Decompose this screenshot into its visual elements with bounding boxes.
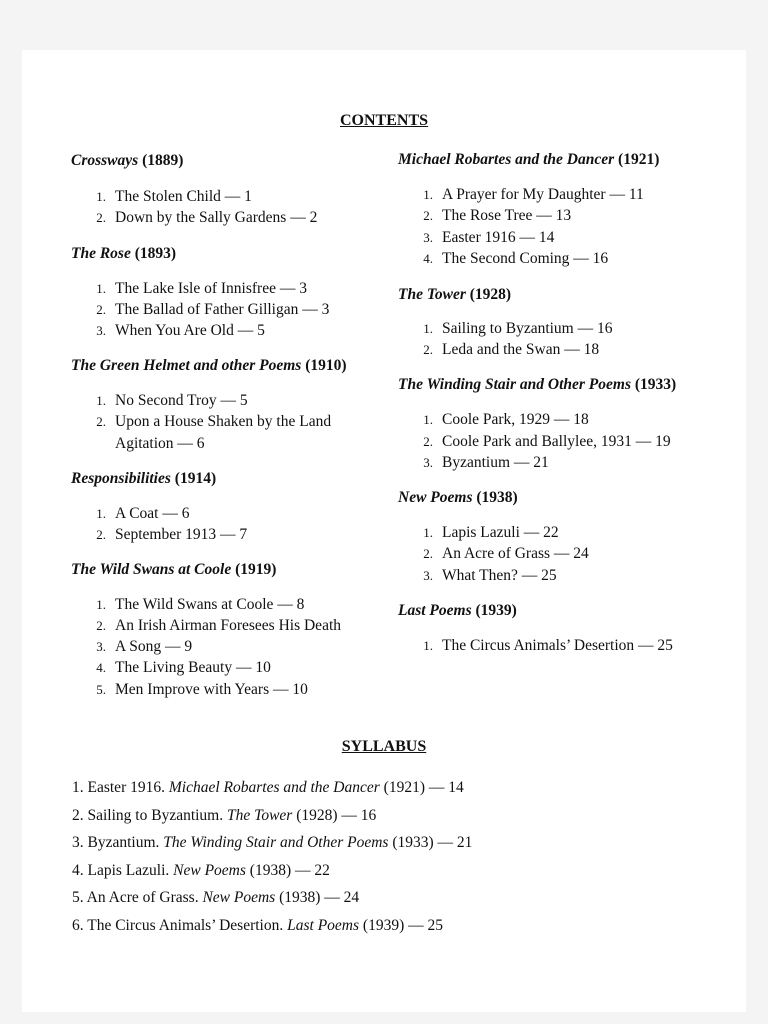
list-number: 2.: [96, 527, 106, 542]
poem-entry: Lapis Lazuli — 22: [442, 524, 559, 541]
poem-entry-continued: Agitation — 6: [115, 435, 205, 452]
list-number: 2.: [96, 618, 106, 633]
poem-entry: When You Are Old — 5: [115, 322, 265, 339]
syllabus-item: 6. The Circus Animals’ Desertion. Last Poems (1939) — 25: [72, 917, 443, 934]
poem-entry: Byzantium — 21: [442, 454, 549, 471]
poem-entry: An Irish Airman Foresees His Death: [115, 617, 341, 634]
poem-entry: Down by the Sally Gardens — 2: [115, 209, 318, 226]
poem-entry: What Then? — 25: [442, 567, 557, 584]
list-number: 1.: [423, 525, 433, 540]
list-number: 3.: [423, 568, 433, 583]
list-number: 3.: [423, 455, 433, 470]
poem-entry: The Ballad of Father Gilligan — 3: [115, 301, 330, 318]
section-title: The Wild Swans at Coole (1919): [71, 561, 277, 578]
list-number: 1.: [423, 187, 433, 202]
list-number: 2.: [96, 302, 106, 317]
list-number: 4.: [423, 251, 433, 266]
poem-entry: Men Improve with Years — 10: [115, 681, 308, 698]
poem-entry: The Lake Isle of Innisfree — 3: [115, 280, 307, 297]
poem-entry: Coole Park, 1929 — 18: [442, 411, 589, 428]
poem-entry: The Stolen Child — 1: [115, 188, 252, 205]
list-number: 2.: [96, 414, 106, 429]
list-number: 1.: [423, 321, 433, 336]
list-number: 3.: [96, 639, 106, 654]
syllabus-item: 2. Sailing to Byzantium. The Tower (1928) — 16: [72, 807, 377, 824]
poem-entry: The Wild Swans at Coole — 8: [115, 596, 305, 613]
poem-entry: The Second Coming — 16: [442, 250, 609, 267]
syllabus-item: 3. Byzantium. The Winding Stair and Other Poems (1933) — 21: [72, 834, 473, 851]
poem-entry: Easter 1916 — 14: [442, 229, 555, 246]
poem-entry: A Coat — 6: [115, 505, 190, 522]
list-number: 2.: [423, 208, 433, 223]
list-number: 5.: [96, 682, 106, 697]
list-number: 2.: [423, 434, 433, 449]
section-title: The Green Helmet and other Poems (1910): [71, 357, 347, 374]
list-number: 1.: [96, 189, 106, 204]
list-number: 1.: [96, 597, 106, 612]
poem-entry: A Prayer for My Daughter — 11: [442, 186, 644, 203]
list-number: 4.: [96, 660, 106, 675]
syllabus-item: 5. An Acre of Grass. New Poems (1938) — 24: [72, 889, 360, 906]
section-title: Michael Robartes and the Dancer (1921): [398, 151, 660, 168]
list-number: 1.: [96, 281, 106, 296]
poem-entry: Sailing to Byzantium — 16: [442, 320, 613, 337]
list-number: 1.: [96, 506, 106, 521]
poem-entry: A Song — 9: [115, 638, 193, 655]
section-title: New Poems (1938): [398, 489, 518, 506]
list-number: 1.: [96, 393, 106, 408]
poem-entry: An Acre of Grass — 24: [442, 545, 589, 562]
list-number: 1.: [423, 638, 433, 653]
poem-entry: Leda and the Swan — 18: [442, 341, 600, 358]
section-title: The Winding Stair and Other Poems (1933): [398, 376, 677, 393]
list-number: 1.: [423, 412, 433, 427]
poem-entry: No Second Troy — 5: [115, 392, 248, 409]
list-number: 2.: [96, 210, 106, 225]
poem-entry: The Circus Animals’ Desertion — 25: [442, 637, 673, 654]
section-title: The Tower (1928): [398, 286, 512, 303]
poem-entry: The Living Beauty — 10: [115, 659, 271, 676]
contents-heading: CONTENTS: [339, 112, 429, 129]
syllabus-heading: SYLLABUS: [341, 738, 427, 755]
list-number: 3.: [423, 230, 433, 245]
syllabus-item: 1. Easter 1916. Michael Robartes and the Dancer (1921) — 14: [72, 779, 464, 796]
list-number: 3.: [96, 323, 106, 338]
poem-entry: The Rose Tree — 13: [442, 207, 572, 224]
section-title: Last Poems (1939): [398, 602, 517, 619]
section-title: The Rose (1893): [71, 245, 177, 262]
section-title: Responsibilities (1914): [71, 470, 217, 487]
list-number: 2.: [423, 342, 433, 357]
poem-entry: September 1913 — 7: [115, 526, 248, 543]
list-number: 2.: [423, 546, 433, 561]
poem-entry: Coole Park and Ballylee, 1931 — 19: [442, 433, 671, 450]
section-title: Crossways (1889): [71, 152, 184, 169]
syllabus-item: 4. Lapis Lazuli. New Poems (1938) — 22: [72, 862, 330, 879]
poem-entry: Upon a House Shaken by the Land: [115, 413, 332, 430]
